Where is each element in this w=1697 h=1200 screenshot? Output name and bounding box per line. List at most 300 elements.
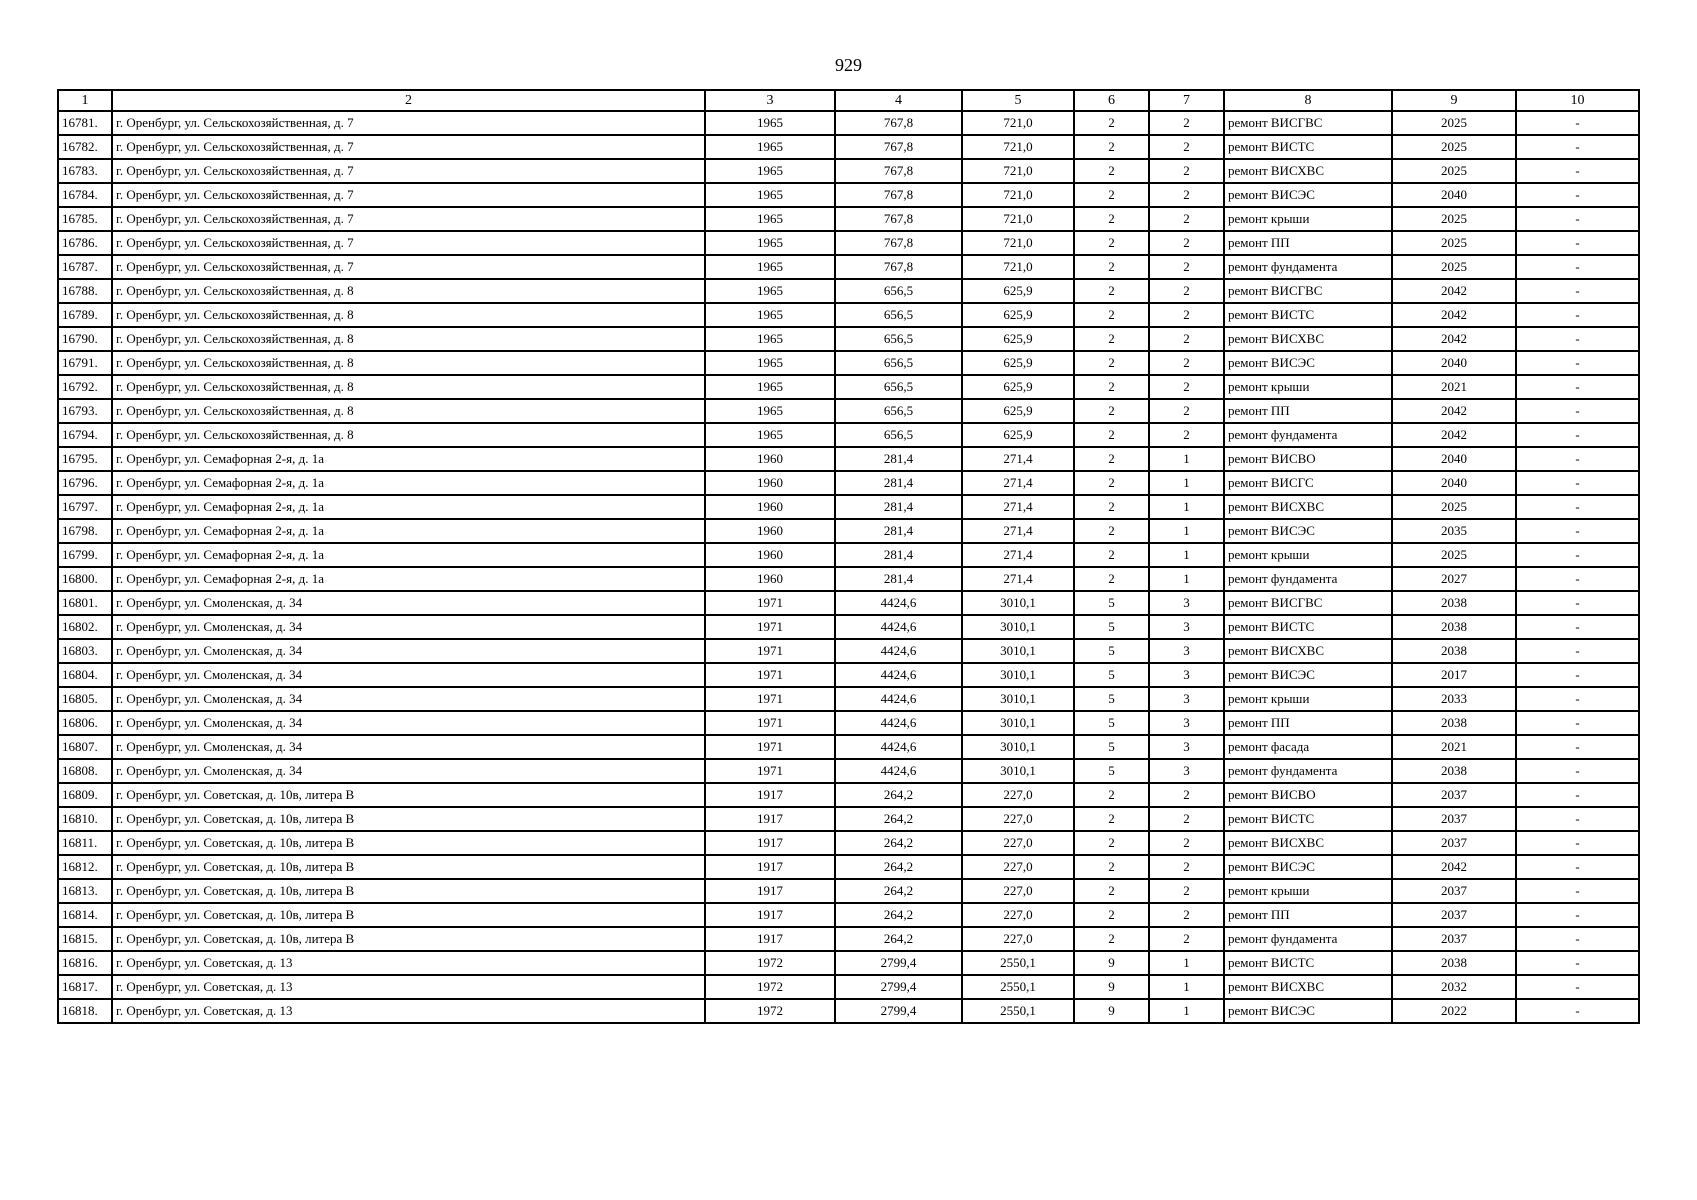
cell-floors: 2 [1074,351,1149,375]
cell-year-built: 1972 [705,975,835,999]
cell-planned-year: 2038 [1392,591,1516,615]
cell-work-type: ремонт ВИСХВС [1224,639,1392,663]
cell-living-area: 271,4 [962,447,1074,471]
cell-floors: 5 [1074,615,1149,639]
cell-note: - [1516,663,1639,687]
column-header-3: 3 [705,90,835,111]
cell-address: г. Оренбург, ул. Советская, д. 10в, литера В [112,903,705,927]
cell-address: г. Оренбург, ул. Советская, д. 10в, литера В [112,855,705,879]
cell-year-built: 1917 [705,855,835,879]
cell-address: г. Оренбург, ул. Советская, д. 10в, литера В [112,927,705,951]
cell-planned-year: 2040 [1392,351,1516,375]
cell-entrances: 1 [1149,951,1224,975]
cell-work-type: ремонт ВИСХВС [1224,831,1392,855]
cell-total-area: 281,4 [835,567,962,591]
cell-entrances: 2 [1149,135,1224,159]
cell-floors: 5 [1074,759,1149,783]
cell-floors: 2 [1074,543,1149,567]
cell-note: - [1516,471,1639,495]
cell-living-area: 625,9 [962,303,1074,327]
cell-total-area: 4424,6 [835,735,962,759]
cell-planned-year: 2038 [1392,615,1516,639]
cell-note: - [1516,183,1639,207]
cell-planned-year: 2037 [1392,903,1516,927]
cell-note: - [1516,135,1639,159]
column-header-4: 4 [835,90,962,111]
table-row [58,855,1639,879]
cell-row-number: 16788. [58,279,112,303]
table-row [58,399,1639,423]
table-row [58,231,1639,255]
table-row [58,903,1639,927]
cell-note: - [1516,759,1639,783]
cell-year-built: 1965 [705,255,835,279]
cell-row-number: 16818. [58,999,112,1023]
cell-total-area: 281,4 [835,543,962,567]
cell-work-type: ремонт ВИСЭС [1224,855,1392,879]
cell-address: г. Оренбург, ул. Сельскохозяйственная, д. 7 [112,159,705,183]
cell-planned-year: 2025 [1392,543,1516,567]
cell-row-number: 16812. [58,855,112,879]
table-row [58,567,1639,591]
cell-planned-year: 2027 [1392,567,1516,591]
cell-year-built: 1960 [705,447,835,471]
cell-living-area: 271,4 [962,543,1074,567]
cell-year-built: 1960 [705,543,835,567]
cell-year-built: 1917 [705,783,835,807]
cell-work-type: ремонт крыши [1224,687,1392,711]
table-row [58,999,1639,1023]
cell-work-type: ремонт ВИСТС [1224,951,1392,975]
cell-year-built: 1965 [705,159,835,183]
table-row [58,687,1639,711]
cell-year-built: 1965 [705,231,835,255]
page-number: 929 [835,55,862,75]
cell-total-area: 767,8 [835,159,962,183]
cell-row-number: 16797. [58,495,112,519]
cell-floors: 9 [1074,951,1149,975]
cell-planned-year: 2037 [1392,831,1516,855]
cell-row-number: 16809. [58,783,112,807]
cell-floors: 2 [1074,231,1149,255]
cell-planned-year: 2037 [1392,807,1516,831]
cell-work-type: ремонт ВИСЭС [1224,999,1392,1023]
cell-address: г. Оренбург, ул. Сельскохозяйственная, д. 7 [112,183,705,207]
cell-total-area: 4424,6 [835,591,962,615]
table-row [58,735,1639,759]
cell-row-number: 16783. [58,159,112,183]
cell-note: - [1516,399,1639,423]
cell-entrances: 2 [1149,927,1224,951]
cell-work-type: ремонт фасада [1224,735,1392,759]
cell-address: г. Оренбург, ул. Сельскохозяйственная, д. 7 [112,135,705,159]
cell-work-type: ремонт ВИСГС [1224,471,1392,495]
cell-work-type: ремонт фундамента [1224,423,1392,447]
cell-address: г. Оренбург, ул. Сельскохозяйственная, д. 7 [112,111,705,135]
cell-year-built: 1965 [705,207,835,231]
table-row [58,591,1639,615]
cell-total-area: 2799,4 [835,999,962,1023]
cell-row-number: 16814. [58,903,112,927]
cell-note: - [1516,927,1639,951]
cell-work-type: ремонт ВИСГВС [1224,591,1392,615]
cell-floors: 2 [1074,423,1149,447]
cell-planned-year: 2032 [1392,975,1516,999]
cell-row-number: 16791. [58,351,112,375]
cell-planned-year: 2042 [1392,327,1516,351]
cell-floors: 2 [1074,807,1149,831]
cell-total-area: 767,8 [835,111,962,135]
cell-year-built: 1917 [705,831,835,855]
cell-living-area: 227,0 [962,807,1074,831]
cell-row-number: 16816. [58,951,112,975]
cell-living-area: 625,9 [962,351,1074,375]
cell-row-number: 16806. [58,711,112,735]
cell-row-number: 16810. [58,807,112,831]
cell-note: - [1516,375,1639,399]
cell-note: - [1516,423,1639,447]
cell-work-type: ремонт ПП [1224,399,1392,423]
cell-planned-year: 2037 [1392,783,1516,807]
cell-floors: 5 [1074,735,1149,759]
cell-planned-year: 2040 [1392,183,1516,207]
cell-row-number: 16817. [58,975,112,999]
cell-total-area: 2799,4 [835,951,962,975]
cell-total-area: 767,8 [835,231,962,255]
cell-work-type: ремонт ВИСТС [1224,303,1392,327]
cell-entrances: 1 [1149,495,1224,519]
cell-address: г. Оренбург, ул. Советская, д. 10в, литера В [112,807,705,831]
cell-floors: 2 [1074,327,1149,351]
table-row [58,135,1639,159]
table-row [58,879,1639,903]
header-row [58,90,1639,111]
cell-year-built: 1971 [705,591,835,615]
cell-floors: 5 [1074,639,1149,663]
table-row [58,423,1639,447]
cell-floors: 2 [1074,159,1149,183]
table-row [58,519,1639,543]
cell-work-type: ремонт фундамента [1224,759,1392,783]
cell-planned-year: 2038 [1392,639,1516,663]
cell-floors: 2 [1074,495,1149,519]
cell-row-number: 16800. [58,567,112,591]
cell-planned-year: 2037 [1392,879,1516,903]
cell-floors: 2 [1074,183,1149,207]
cell-year-built: 1917 [705,879,835,903]
cell-floors: 2 [1074,567,1149,591]
cell-address: г. Оренбург, ул. Сельскохозяйственная, д. 8 [112,375,705,399]
cell-total-area: 767,8 [835,183,962,207]
cell-living-area: 625,9 [962,375,1074,399]
cell-entrances: 2 [1149,807,1224,831]
cell-row-number: 16790. [58,327,112,351]
cell-year-built: 1960 [705,495,835,519]
cell-living-area: 625,9 [962,327,1074,351]
cell-living-area: 3010,1 [962,711,1074,735]
cell-planned-year: 2038 [1392,711,1516,735]
cell-entrances: 3 [1149,759,1224,783]
cell-note: - [1516,783,1639,807]
cell-total-area: 656,5 [835,327,962,351]
cell-work-type: ремонт ПП [1224,231,1392,255]
cell-note: - [1516,519,1639,543]
cell-planned-year: 2042 [1392,399,1516,423]
cell-planned-year: 2025 [1392,135,1516,159]
cell-living-area: 2550,1 [962,999,1074,1023]
cell-living-area: 3010,1 [962,735,1074,759]
cell-note: - [1516,159,1639,183]
table-row [58,543,1639,567]
cell-floors: 2 [1074,879,1149,903]
table-row [58,279,1639,303]
column-header-1: 1 [58,90,112,111]
cell-floors: 5 [1074,591,1149,615]
column-header-8: 8 [1224,90,1392,111]
cell-address: г. Оренбург, ул. Советская, д. 10в, литера В [112,831,705,855]
cell-total-area: 281,4 [835,447,962,471]
cell-work-type: ремонт ВИСХВС [1224,495,1392,519]
cell-floors: 2 [1074,279,1149,303]
cell-note: - [1516,855,1639,879]
cell-total-area: 767,8 [835,255,962,279]
cell-address: г. Оренбург, ул. Сельскохозяйственная, д. 7 [112,255,705,279]
cell-entrances: 2 [1149,399,1224,423]
cell-entrances: 2 [1149,303,1224,327]
cell-floors: 9 [1074,999,1149,1023]
cell-note: - [1516,111,1639,135]
cell-floors: 5 [1074,663,1149,687]
cell-note: - [1516,447,1639,471]
cell-total-area: 264,2 [835,807,962,831]
cell-year-built: 1965 [705,423,835,447]
cell-living-area: 625,9 [962,399,1074,423]
cell-planned-year: 2017 [1392,663,1516,687]
cell-work-type: ремонт ВИСВО [1224,783,1392,807]
cell-floors: 2 [1074,207,1149,231]
cell-entrances: 1 [1149,975,1224,999]
cell-work-type: ремонт ВИСВО [1224,447,1392,471]
cell-living-area: 721,0 [962,207,1074,231]
table-row [58,927,1639,951]
cell-address: г. Оренбург, ул. Семафорная 2-я, д. 1а [112,567,705,591]
cell-total-area: 264,2 [835,927,962,951]
cell-entrances: 2 [1149,831,1224,855]
table-row [58,207,1639,231]
cell-planned-year: 2038 [1392,951,1516,975]
cell-row-number: 16802. [58,615,112,639]
cell-floors: 5 [1074,687,1149,711]
table-row [58,615,1639,639]
cell-note: - [1516,207,1639,231]
cell-entrances: 2 [1149,879,1224,903]
cell-address: г. Оренбург, ул. Семафорная 2-я, д. 1а [112,543,705,567]
cell-entrances: 2 [1149,183,1224,207]
cell-total-area: 4424,6 [835,759,962,783]
cell-floors: 2 [1074,255,1149,279]
cell-year-built: 1917 [705,927,835,951]
cell-entrances: 2 [1149,231,1224,255]
cell-row-number: 16785. [58,207,112,231]
cell-note: - [1516,687,1639,711]
cell-year-built: 1971 [705,687,835,711]
table-row [58,255,1639,279]
cell-floors: 2 [1074,135,1149,159]
table-row [58,495,1639,519]
cell-work-type: ремонт фундамента [1224,567,1392,591]
cell-entrances: 2 [1149,351,1224,375]
cell-note: - [1516,975,1639,999]
cell-living-area: 721,0 [962,231,1074,255]
cell-note: - [1516,567,1639,591]
cell-work-type: ремонт ВИСЭС [1224,351,1392,375]
cell-entrances: 3 [1149,615,1224,639]
table-row [58,183,1639,207]
repair-schedule-table [57,89,1640,1024]
cell-address: г. Оренбург, ул. Советская, д. 10в, литера В [112,879,705,903]
cell-planned-year: 2021 [1392,735,1516,759]
table-row [58,471,1639,495]
cell-year-built: 1971 [705,639,835,663]
cell-address: г. Оренбург, ул. Смоленская, д. 34 [112,639,705,663]
cell-work-type: ремонт крыши [1224,879,1392,903]
cell-note: - [1516,255,1639,279]
cell-living-area: 721,0 [962,183,1074,207]
cell-entrances: 3 [1149,591,1224,615]
cell-entrances: 2 [1149,111,1224,135]
cell-total-area: 4424,6 [835,687,962,711]
cell-planned-year: 2038 [1392,759,1516,783]
cell-entrances: 1 [1149,999,1224,1023]
cell-work-type: ремонт ВИСЭС [1224,183,1392,207]
cell-floors: 2 [1074,303,1149,327]
cell-total-area: 767,8 [835,207,962,231]
cell-row-number: 16782. [58,135,112,159]
cell-address: г. Оренбург, ул. Советская, д. 13 [112,951,705,975]
table-row [58,951,1639,975]
cell-work-type: ремонт ПП [1224,903,1392,927]
cell-entrances: 1 [1149,519,1224,543]
cell-address: г. Оренбург, ул. Семафорная 2-я, д. 1а [112,495,705,519]
cell-total-area: 264,2 [835,855,962,879]
cell-year-built: 1965 [705,111,835,135]
cell-living-area: 721,0 [962,159,1074,183]
cell-planned-year: 2033 [1392,687,1516,711]
cell-row-number: 16789. [58,303,112,327]
cell-planned-year: 2037 [1392,927,1516,951]
cell-note: - [1516,495,1639,519]
cell-note: - [1516,639,1639,663]
cell-total-area: 4424,6 [835,615,962,639]
table-body [58,111,1639,1023]
cell-note: - [1516,999,1639,1023]
cell-work-type: ремонт крыши [1224,207,1392,231]
cell-living-area: 271,4 [962,471,1074,495]
table-row [58,303,1639,327]
cell-note: - [1516,615,1639,639]
cell-row-number: 16792. [58,375,112,399]
cell-note: - [1516,951,1639,975]
cell-note: - [1516,903,1639,927]
cell-entrances: 2 [1149,375,1224,399]
cell-address: г. Оренбург, ул. Смоленская, д. 34 [112,759,705,783]
cell-row-number: 16804. [58,663,112,687]
cell-entrances: 3 [1149,639,1224,663]
cell-row-number: 16786. [58,231,112,255]
cell-row-number: 16781. [58,111,112,135]
cell-floors: 2 [1074,111,1149,135]
cell-year-built: 1971 [705,663,835,687]
column-header-10: 10 [1516,90,1639,111]
cell-planned-year: 2042 [1392,279,1516,303]
table-row [58,351,1639,375]
cell-planned-year: 2025 [1392,495,1516,519]
cell-living-area: 227,0 [962,783,1074,807]
cell-entrances: 2 [1149,327,1224,351]
cell-address: г. Оренбург, ул. Смоленская, д. 34 [112,663,705,687]
column-header-5: 5 [962,90,1074,111]
cell-work-type: ремонт ВИСЭС [1224,519,1392,543]
cell-address: г. Оренбург, ул. Смоленская, д. 34 [112,711,705,735]
cell-row-number: 16801. [58,591,112,615]
cell-floors: 5 [1074,711,1149,735]
cell-floors: 9 [1074,975,1149,999]
cell-total-area: 281,4 [835,519,962,543]
cell-year-built: 1965 [705,327,835,351]
cell-total-area: 4424,6 [835,711,962,735]
column-header-6: 6 [1074,90,1149,111]
cell-floors: 2 [1074,903,1149,927]
cell-living-area: 271,4 [962,567,1074,591]
cell-note: - [1516,831,1639,855]
cell-note: - [1516,327,1639,351]
cell-year-built: 1965 [705,351,835,375]
cell-floors: 2 [1074,783,1149,807]
cell-year-built: 1965 [705,279,835,303]
cell-row-number: 16793. [58,399,112,423]
cell-row-number: 16796. [58,471,112,495]
cell-work-type: ремонт крыши [1224,543,1392,567]
cell-total-area: 4424,6 [835,663,962,687]
cell-row-number: 16815. [58,927,112,951]
cell-planned-year: 2022 [1392,999,1516,1023]
cell-year-built: 1917 [705,807,835,831]
cell-planned-year: 2025 [1392,159,1516,183]
table-row [58,447,1639,471]
cell-living-area: 271,4 [962,519,1074,543]
table-row [58,159,1639,183]
cell-note: - [1516,711,1639,735]
cell-row-number: 16787. [58,255,112,279]
cell-note: - [1516,807,1639,831]
cell-total-area: 264,2 [835,783,962,807]
cell-entrances: 2 [1149,159,1224,183]
cell-entrances: 3 [1149,735,1224,759]
cell-living-area: 3010,1 [962,591,1074,615]
cell-floors: 2 [1074,399,1149,423]
cell-work-type: ремонт ВИСТС [1224,807,1392,831]
cell-living-area: 227,0 [962,903,1074,927]
cell-planned-year: 2042 [1392,303,1516,327]
cell-total-area: 264,2 [835,879,962,903]
cell-floors: 2 [1074,519,1149,543]
cell-address: г. Оренбург, ул. Сельскохозяйственная, д. 8 [112,303,705,327]
cell-entrances: 1 [1149,543,1224,567]
cell-row-number: 16813. [58,879,112,903]
cell-entrances: 1 [1149,567,1224,591]
cell-total-area: 264,2 [835,903,962,927]
cell-note: - [1516,735,1639,759]
